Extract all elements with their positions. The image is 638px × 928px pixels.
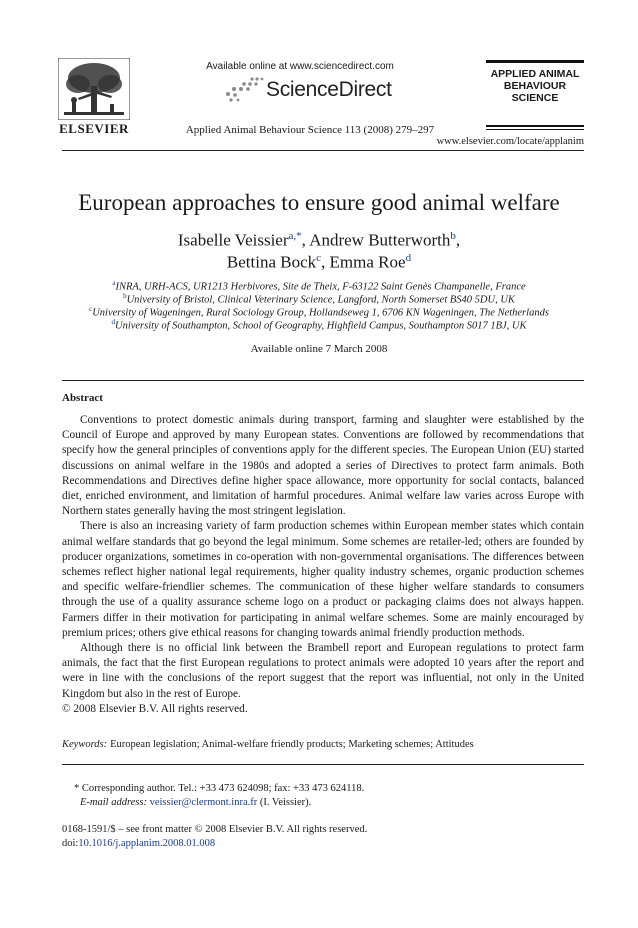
abstract-heading: Abstract — [62, 392, 103, 404]
author-separator: , — [321, 252, 330, 272]
journal-url-link[interactable]: www.elsevier.com/locate/applanim — [436, 136, 584, 147]
journal-title-rule-bottom-thin — [486, 129, 584, 130]
abstract-top-divider — [62, 380, 584, 381]
sciencedirect-dots-icon — [222, 76, 264, 102]
affiliation — [40, 279, 598, 293]
affiliation-marker: d — [111, 318, 115, 326]
keywords-text: European legislation; Animal-welfare friendly products; Marketing schemes; Attitudes — [110, 739, 474, 750]
affiliation — [40, 292, 598, 306]
affiliation-marker: b — [123, 292, 127, 300]
author-affiliation-link[interactable]: b — [450, 230, 456, 242]
journal-title-line: APPLIED ANIMAL — [490, 68, 580, 80]
author-name: Emma Roe — [329, 252, 406, 272]
journal-title-rule-top — [486, 60, 584, 63]
abstract-paragraph: Although there is no official link between the Brambell report and European regulations to protect farm animals, the fact that the first European regulations to protect animals were adopted 10 years after the report and were in line with the conclusions of the report suggest that the report was influential, not only in the United Kingdom but also in the rest of Europe. — [62, 642, 584, 700]
affiliation — [40, 305, 598, 319]
affiliation-text: University of Southampton, School of Geography, Highfield Campus, Southampton S017 1BJ, UK — [114, 320, 527, 332]
author-separator: , — [301, 230, 310, 250]
abstract-bottom-divider — [62, 764, 584, 765]
elsevier-tree-logo-icon — [58, 58, 130, 120]
journal-title-rule-bottom — [486, 125, 584, 127]
author-line-2 — [40, 252, 598, 273]
journal-citation: Applied Animal Behaviour Science 113 (2008) 279–297 — [185, 124, 435, 136]
author-name: Isabelle Veissier — [177, 230, 289, 250]
abstract-paragraph: Conventions to protect domestic animals during transport, farming and slaughter were established by the Council of Europe and approved by many European states. Conventions are followed by recommendations that specify how the general principles of conventions apply for the different species. The European Union (EU) started discussions on animal welfare in the 1980s and adopted a series of Directives to protect farm animals. Both Recommendations and Directives define higher space allowance, more opportunity for social contacts, balanced diet, enriched environment, and limitation of harmful procedures. Animal welfare law varies across Europe with Northern states generally having the most stringent legislation. — [62, 414, 584, 518]
email-label: E-mail address: — [80, 797, 147, 808]
available-date: Available online 7 March 2008 — [250, 343, 388, 355]
affiliation-marker: c — [89, 305, 93, 313]
email-link[interactable]: veissier@clermont.inra.fr — [149, 797, 258, 808]
journal-title-line: BEHAVIOUR — [503, 80, 567, 92]
affiliation-text: University of Wageningen, Rural Sociology Group, Hollandseweg 1, 6706 KN Wageningen, The Netherlands — [92, 307, 549, 319]
available-online-text[interactable]: Available online at www.sciencedirect.com — [206, 61, 394, 72]
affiliation-marker: a — [112, 279, 116, 287]
doi-link[interactable]: 10.1016/j.applanim.2008.01.008 — [78, 838, 216, 849]
article-title: European approaches to ensure good animal welfare — [78, 190, 560, 215]
author-name: Andrew Butterworth — [309, 230, 451, 250]
affiliation-text: INRA, URH-ACS, UR1213 Herbivores, Site de Theix, F-63122 Saint Genès Champanelle, France — [115, 281, 526, 293]
affiliation-text: University of Bristol, Clinical Veterinary Science, Langford, North Somerset BS40 5DU, UK — [126, 294, 515, 306]
author-affiliation-link[interactable]: d — [405, 252, 412, 264]
author-separator: , — [455, 230, 461, 250]
author-affiliation-link[interactable]: c — [316, 252, 322, 264]
author-affiliation-link[interactable]: a,* — [288, 230, 302, 242]
header-divider — [62, 150, 584, 151]
abstract-paragraph: There is also an increasing variety of farm production schemes within European member states which contain animal welfare standards that go beyond the legal minimum. Some schemes are retailer-led; others are founded by producer organizations, sometimes in co-operation with non-governmental organisations. The differences between schemes reflect higher national legal requirements, higher quality industry schemes, organic production schemes and specific welfare-friendlier schemes. The communication of these higher welfare standards to consumers through the use of a quality assurance scheme logo on a product or packaging claims does not always happen. Farmers differ in their motivation for participating in animal welfare schemes. Some are mainly encouraged by premium prices; others give ethical reasons for changing towards animal friendly production methods. — [62, 520, 584, 639]
keywords-label: Keywords: — [62, 739, 108, 750]
affiliation — [40, 318, 598, 332]
publisher-name: ELSEVIER — [59, 121, 129, 136]
email-note — [62, 797, 602, 808]
journal-title-line: SCIENCE — [511, 92, 559, 104]
copyright-line: © 2008 Elsevier B.V. All rights reserved. — [62, 702, 248, 715]
author-name: Bettina Bock — [226, 252, 317, 272]
abstract-body — [62, 413, 584, 717]
sciencedirect-wordmark[interactable]: ScienceDirect — [266, 78, 392, 101]
keywords — [62, 739, 584, 750]
journal-title-block — [486, 68, 584, 104]
doi-line — [62, 838, 584, 849]
doi-label: doi: — [62, 838, 79, 849]
email-suffix: (I. Veissier). — [259, 797, 312, 808]
issn-line: 0168-1591/$ – see front matter © 2008 Elsevier B.V. All rights reserved. — [62, 824, 368, 835]
author-line-1 — [40, 230, 598, 251]
corresponding-author-note: * Corresponding author. Tel.: +33 473 624098; fax: +33 473 624118. — [74, 783, 365, 794]
